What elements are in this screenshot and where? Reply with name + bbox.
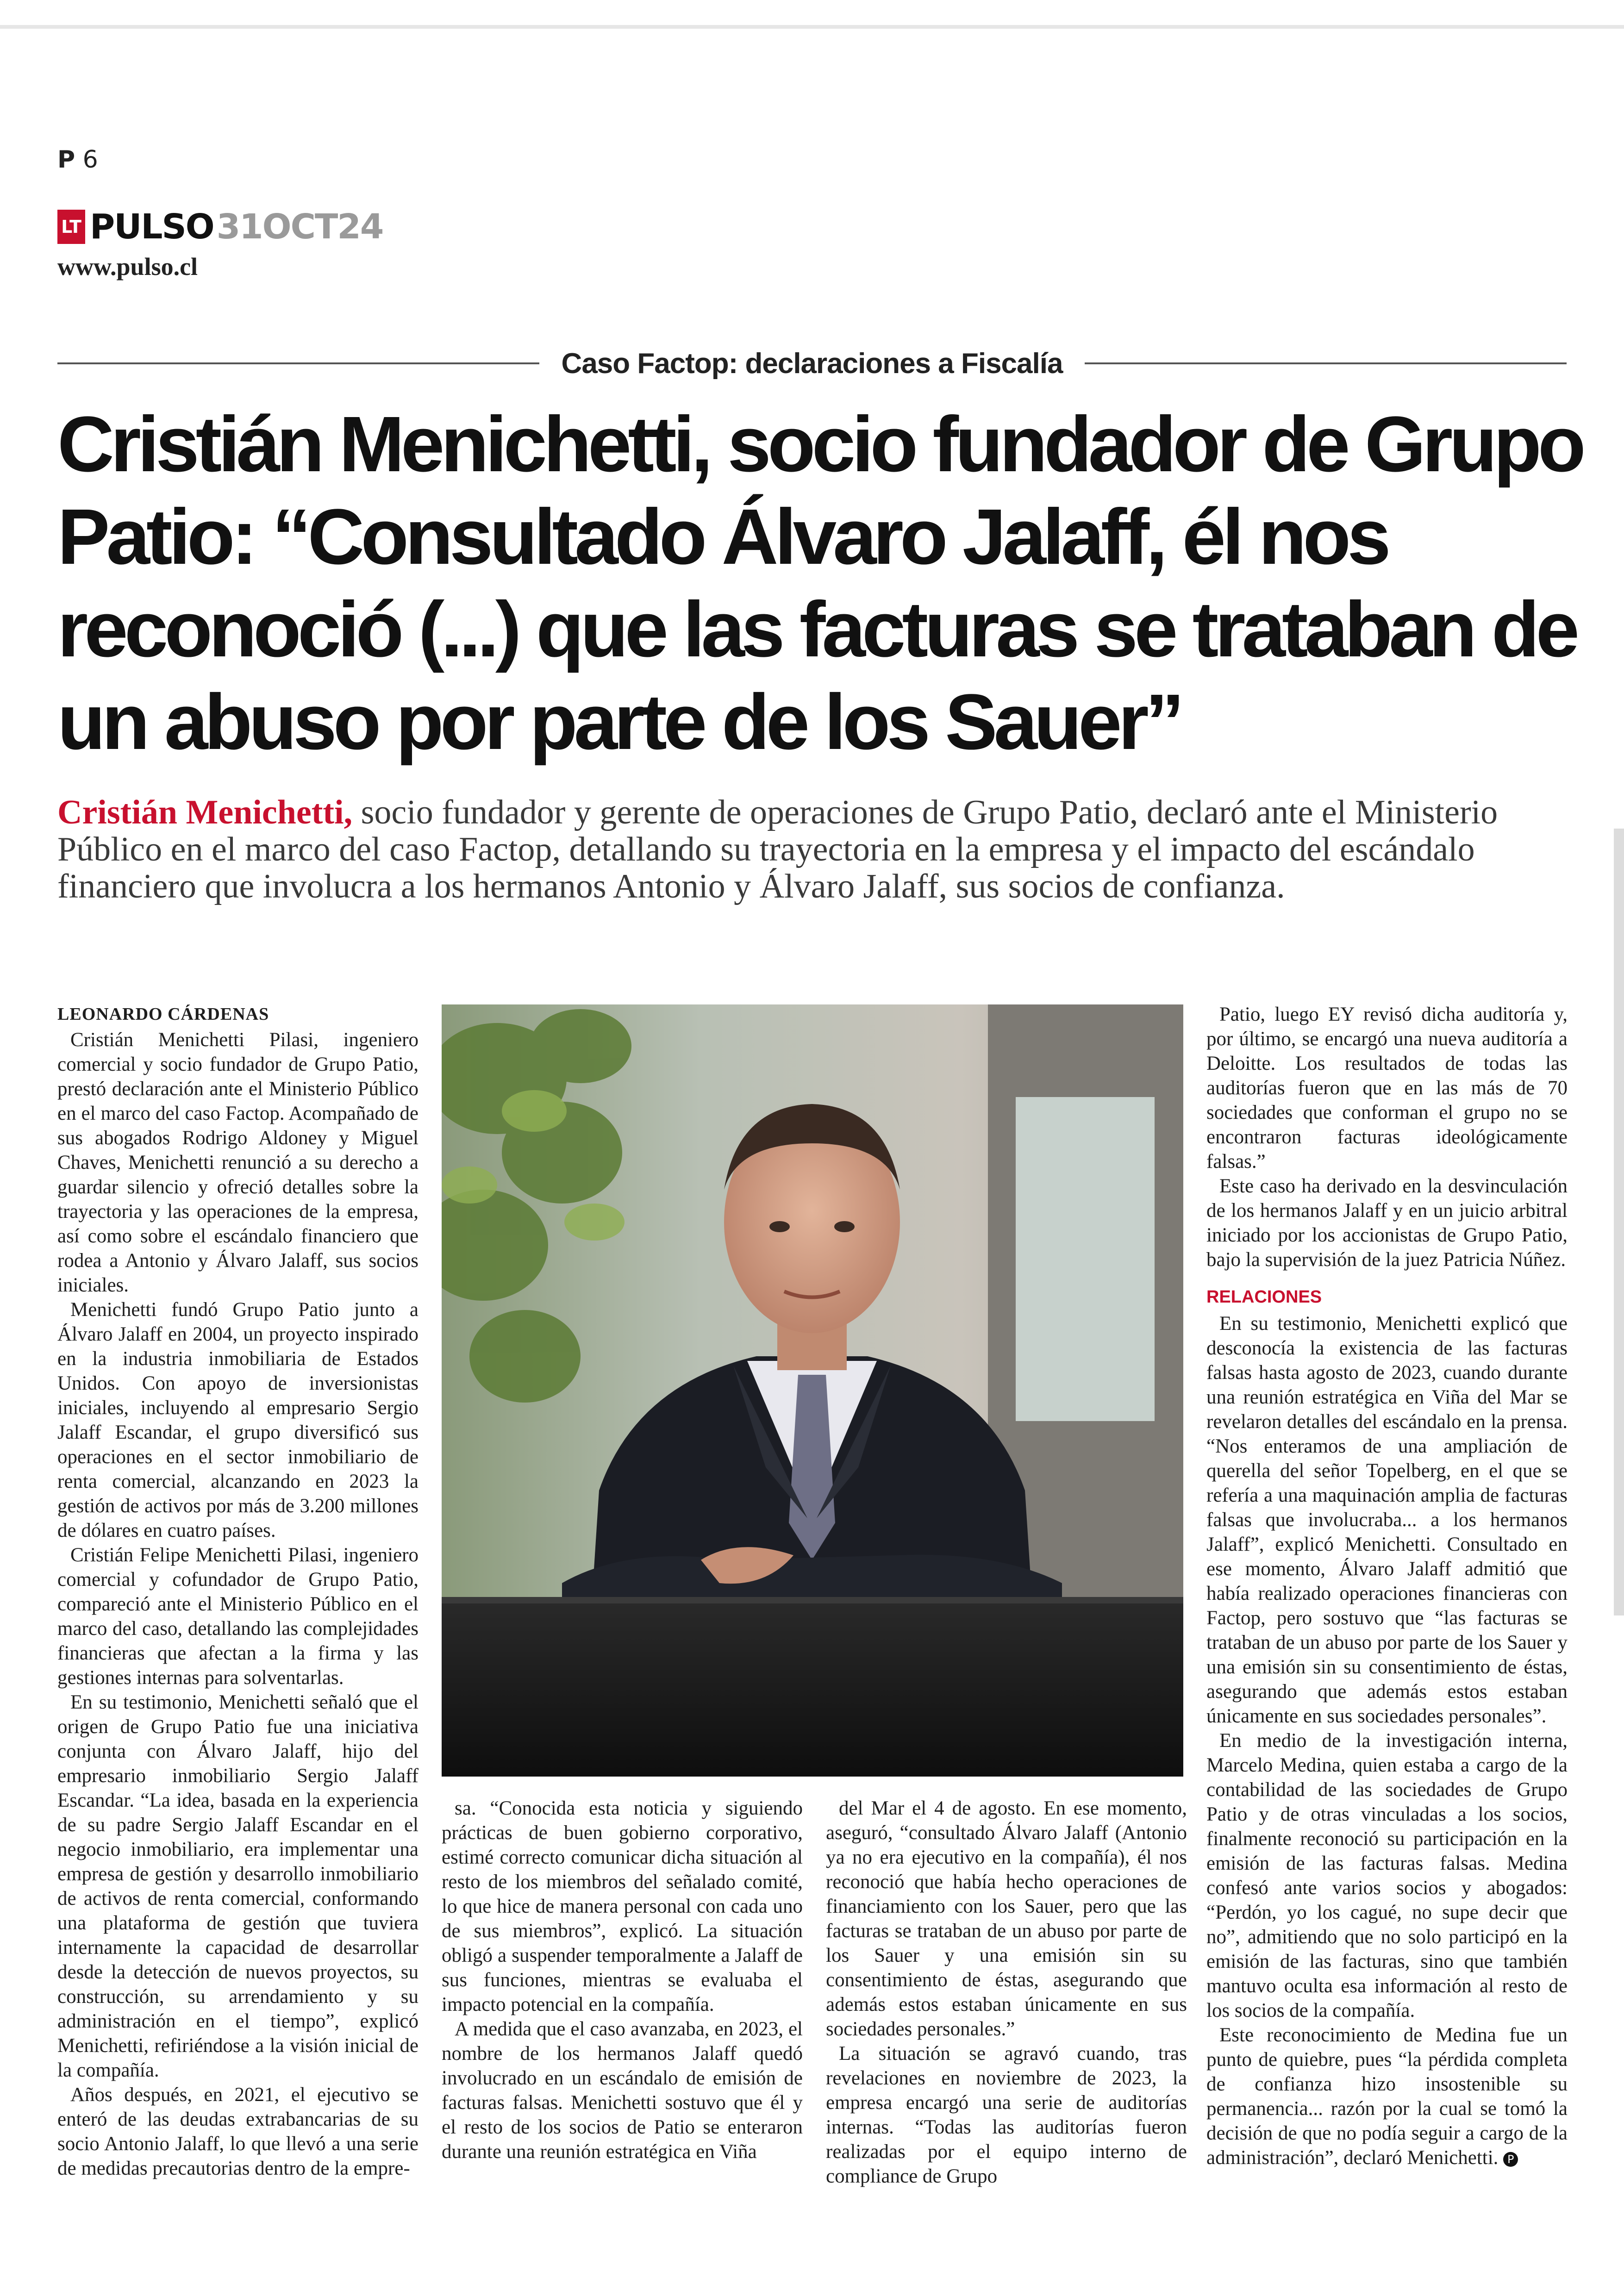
issue-date: 31OCT24 [216,207,383,247]
body-column-3 [826,1796,1187,2189]
body-column-2 [442,1796,803,2164]
paragraph: A medida que el caso avanzaba, en 2023, el nombre de los hermanos Jalaff quedó involucrado en un escándalo de emisión de facturas falsas. Menichetti sostuvo que él y el resto de los socios de Patio se enteraron durante una reunión estratégica en Viña [442,2018,803,2163]
scrollbar-thumb[interactable] [1614,829,1624,1615]
lead-paragraph: Cristián Menichetti, socio fundador y gerente de operaciones de Grupo Patio, declaró ante el Ministerio Público en el marco del caso Factop, detallando su trayectoria en la empresa y el impacto del escándalo financiero que involucra a los hermanos Antonio y Álvaro Jalaff, sus socios de confianza. [57,793,1498,905]
paragraph: Este reconocimiento de Medina fue un punto de quiebre, pues “la pérdida completa de confianza hizo insostenible su permanencia... razón por la cual se tomó la decisión de que no podía seguir a cargo de la administración”, declaró Menichetti. P [1206,2024,1568,2169]
body-column-4 [1206,1002,1568,2170]
section-label: Caso Factop: declaraciones a Fiscalía [57,343,1567,384]
brand-name: PULSO [90,207,214,247]
page-number: P 6 [57,146,98,174]
paragraph: Años después, en 2021, el ejecutivo se enteró de las deudas extrabancarias de su socio Antonio Jalaff, lo que llevó a una serie de medidas precautorias dentro de la empre- [57,2084,418,2179]
masthead [57,206,383,248]
lead-name: Cristián Menichetti, [57,793,353,831]
paragraph: Cristián Menichetti Pilasi, ingeniero comercial y socio fundador de Grupo Patio, prestó declaración ante el Ministerio Público en el marco del caso Factop. Acompañado de sus abogados Rodrigo Aldoney y Miguel Chaves, Menichetti renunció a su derecho a guardar silencio y ofreció detalles sobre la trayectoria y las operaciones de la empresa, así como sobre el escándalo financiero que rodea a Antonio y Álvaro Jalaff, sus socios iniciales. [57,1029,418,1296]
rule-left [57,362,539,364]
lt-logo: LT [57,210,85,244]
rule-right [1085,362,1567,364]
paragraph: En su testimonio, Menichetti señaló que el origen de Grupo Patio fue una iniciativa conjunta con Álvaro Jalaff, hijo del empresario inmobiliario Sergio Jalaff Escandar. “La idea, basada en la experiencia de su padre Sergio Jalaff Escandar en el negocio inmobiliario, era implementar una empresa de gestión y desarrollo inmobiliario de activos de renta comercial, conformando una plataforma de gestión que tuviera internamente la capacidad de desarrollar desde la detección de nuevos proyectos, su construcción, su arrendamiento y su administración en el tiempo”, explicó Menichetti, refiriéndose a la visión inicial de la compañía. [57,1691,418,2081]
byline: LEONARDO CÁRDENAS [57,1004,269,1024]
paragraph: del Mar el 4 de agosto. En ese momento, aseguró, “consultado Álvaro Jalaff (Antonio ya no era ejecutivo en la compañía), él nos reconoció que había hecho operaciones de financiamiento con los Sauer, pero que las facturas se trataban de un abuso por parte de los Sauer y una emisión sin su consentimiento de éstas, asegurando que además estos estaban únicamente en sus sociedades personales.” [826,1797,1187,2040]
paragraph: Patio, luego EY revisó dicha auditoría y, por último, se encargó una nueva auditoría a Deloitte. Los resultados de todas las auditorías fueron que en las más de 70 sociedades que conforman el grupo no se encontraron facturas ideológicamente falsas.” [1206,1004,1568,1172]
paragraph: Este caso ha derivado en la desvinculación de los hermanos Jalaff y en un juicio arbitral iniciado por los accionistas de Grupo Patio, bajo la supervisión de la juez Patricia Núñez. [1206,1175,1568,1271]
subhead: RELACIONES [1206,1287,1322,1307]
website: www.pulso.cl [57,253,198,281]
paragraph: En medio de la investigación interna, Marcelo Medina, quien estaba a cargo de la contabilidad de las sociedades de Grupo Patio y de otras vinculadas a los socios, finalmente reconoció su participación en la emisión de las facturas falsas. Medina confesó ante varios socios y abogados: “Perdón, yo los cagué, no supe decir que no”, admitiendo que no solo participó en la emisión de las facturas, sino que también mantuvo oculta esa información al resto de los socios de la compañía. [1206,1730,1568,2021]
end-mark-icon: P [1503,2152,1518,2167]
top-border [0,25,1624,29]
paragraph: Cristián Felipe Menichetti Pilasi, ingeniero comercial y cofundador de Grupo Patio, compareció ante el Ministerio Público en el marco del caso, detallando las complejidades financieras que afectan a la firma y las gestiones internas para solventarlas. [57,1544,418,1689]
paragraph: Menichetti fundó Grupo Patio junto a Álvaro Jalaff en 2004, un proyecto inspirado en la industria inmobiliaria de Estados Unidos. Con apoyo de inversionistas iniciales, incluyendo al empresario Sergio Jalaff Escandar, el grupo diversificó sus operaciones en el sector inmobiliario de renta comercial, alcanzando en 2023 la gestión de activos por más de 3.200 millones de dólares en cuatro países. [57,1299,418,1541]
headline: Cristián Menichetti, socio fundador de Grupo Patio: “Consultado Álvaro Jalaff, él nos reconoció (...) que las facturas se trataban de un abuso por parte de los Sauer” [57,400,1582,766]
paragraph: La situación se agravó cuando, tras revelaciones en noviembre de 2023, la empresa encargó una serie de auditorías internas. “Todas las auditorías fueron realizadas por el equipo interno de compliance de Grupo [826,2043,1187,2187]
paragraph: sa. “Conocida esta noticia y siguiendo prácticas de buen gobierno corporativo, estimé correcto comunicar dicha situación al resto de los miembros del señalado comité, lo que hice de manera personal con cada uno de sus miembros”, explicó. La situación obligó a suspender temporalmente a Jalaff de sus funciones, mientras se evaluaba el impacto potencial en la compañía. [442,1797,803,2015]
portrait-photo [442,1004,1183,1777]
paragraph: En su testimonio, Menichetti explicó que desconocía la existencia de las facturas falsas hasta agosto de 2023, cuando durante una reunión estratégica en Viña del Mar se revelaron detalles del escándalo en la prensa. “Nos enteramos de una ampliación de querella del señor Topelberg, en el que se refería a una maquinación amplia de facturas falsas que involucraba... a los hermanos Jalaff”, explicó Menichetti. Consultado en ese momento, Álvaro Jalaff admitió que había realizado operaciones financieras con Factop, pero sostuvo que “las facturas se trataban de un abuso por parte de los Sauer y una emisión sin su consentimiento de éstas, asegurando que además estos estaban únicamente en sus sociedades personales”. [1206,1313,1568,1727]
body-column-1 [57,1002,418,2187]
